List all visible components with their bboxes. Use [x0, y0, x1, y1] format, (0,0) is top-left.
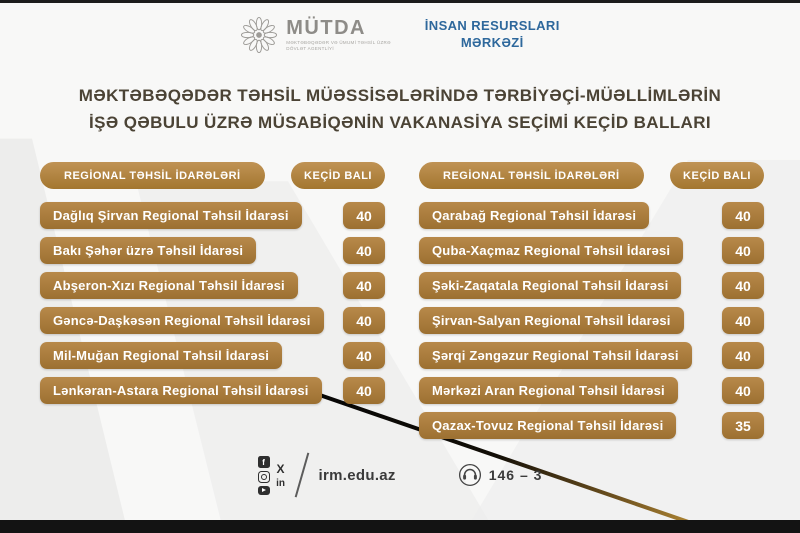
region-name: Qazax-Tovuz Regional Təhsil İdarəsi — [419, 412, 676, 439]
page-title-line1: MƏKTƏBƏQƏDƏR TƏHSİL MÜƏSSİSƏLƏRİNDƏ TƏRBİYƏÇİ-MÜƏLLİMLƏRİN — [78, 86, 722, 105]
score-value: 40 — [722, 377, 764, 404]
score-value: 40 — [722, 342, 764, 369]
hotline — [458, 463, 543, 487]
column-header-region: REGİONAL TƏHSİL İDARƏLƏRİ — [419, 162, 644, 189]
table-row — [419, 237, 764, 264]
table-left — [40, 162, 385, 447]
bottom-letterbox-bar — [0, 520, 800, 533]
table-row — [40, 202, 385, 229]
score-value: 40 — [343, 342, 385, 369]
region-name: Dağlıq Şirvan Regional Təhsil İdarəsi — [40, 202, 302, 229]
table-row — [419, 377, 764, 404]
page-title — [0, 82, 800, 136]
social-icons — [258, 456, 287, 495]
header-brandbar — [0, 16, 800, 54]
score-tables — [40, 162, 764, 447]
table-row — [40, 237, 385, 264]
irm-wordmark: İNSAN RESURSLARI MƏRKƏZİ — [424, 18, 560, 50]
region-name: Lənkəran-Astara Regional Təhsil İdarəsi — [40, 377, 322, 404]
table-row — [40, 342, 385, 369]
mutda-caption: MƏKTƏBƏQƏDƏR VƏ ÜMUMİ TƏHSİL ÜZRƏ DÖVLƏT AGENTLİYİ — [286, 39, 391, 51]
score-value: 40 — [343, 202, 385, 229]
mutda-logo — [240, 16, 391, 54]
table-row — [40, 272, 385, 299]
table-row — [419, 272, 764, 299]
hotline-number: 146 – 3 — [488, 467, 543, 483]
divider-slash — [294, 453, 309, 498]
table-row — [419, 202, 764, 229]
website-url: irm.edu.az — [318, 466, 396, 484]
score-value: 40 — [722, 307, 764, 334]
linkedin-icon: in — [276, 478, 285, 489]
score-value: 40 — [722, 202, 764, 229]
column-header-score: KEÇİD BALI — [670, 162, 764, 189]
mutda-wordmark: MÜTDA — [286, 16, 366, 39]
region-name: Mərkəzi Aran Regional Təhsil İdarəsi — [419, 377, 678, 404]
table-right-header — [419, 162, 764, 189]
score-value: 35 — [722, 412, 764, 439]
region-name: Bakı Şəhər üzrə Təhsil İdarəsi — [40, 237, 256, 264]
table-row — [419, 307, 764, 334]
page-title-line2: İŞƏ QƏBULU ÜZRƏ MÜSABİQƏNİN VAKANASİYA SEÇİMİ KEÇİD BALLARI — [88, 113, 712, 132]
score-value: 40 — [722, 237, 764, 264]
table-right — [419, 162, 764, 447]
table-row — [419, 342, 764, 369]
table-left-header — [40, 162, 385, 189]
table-row — [40, 377, 385, 404]
region-name: Quba-Xaçmaz Regional Təhsil İdarəsi — [419, 237, 683, 264]
table-row — [40, 307, 385, 334]
region-name: Şirvan-Salyan Regional Təhsil İdarəsi — [419, 307, 684, 334]
youtube-icon — [258, 486, 270, 495]
column-header-score: KEÇİD BALI — [291, 162, 385, 189]
x-twitter-icon: X — [276, 461, 285, 476]
score-value: 40 — [343, 237, 385, 264]
score-value: 40 — [722, 272, 764, 299]
score-value: 40 — [343, 307, 385, 334]
region-name: Şərqi Zəngəzur Regional Təhsil İdarəsi — [419, 342, 692, 369]
column-header-region: REGİONAL TƏHSİL İDARƏLƏRİ — [40, 162, 265, 189]
score-value: 40 — [343, 377, 385, 404]
region-name: Şəki-Zaqatala Regional Təhsil İdarəsi — [419, 272, 681, 299]
region-name: Mil-Muğan Regional Təhsil İdarəsi — [40, 342, 282, 369]
facebook-icon: f — [258, 456, 270, 468]
region-name: Qarabağ Regional Təhsil İdarəsi — [419, 202, 649, 229]
region-name: Gəncə-Daşkəsən Regional Təhsil İdarəsi — [40, 307, 324, 334]
instagram-icon — [258, 471, 270, 483]
top-border-line — [0, 0, 800, 3]
mutda-flower-icon — [240, 16, 278, 54]
headset-icon — [458, 463, 482, 487]
table-row — [419, 412, 764, 439]
score-value: 40 — [343, 272, 385, 299]
footer — [0, 452, 800, 498]
region-name: Abşeron-Xızı Regional Təhsil İdarəsi — [40, 272, 298, 299]
